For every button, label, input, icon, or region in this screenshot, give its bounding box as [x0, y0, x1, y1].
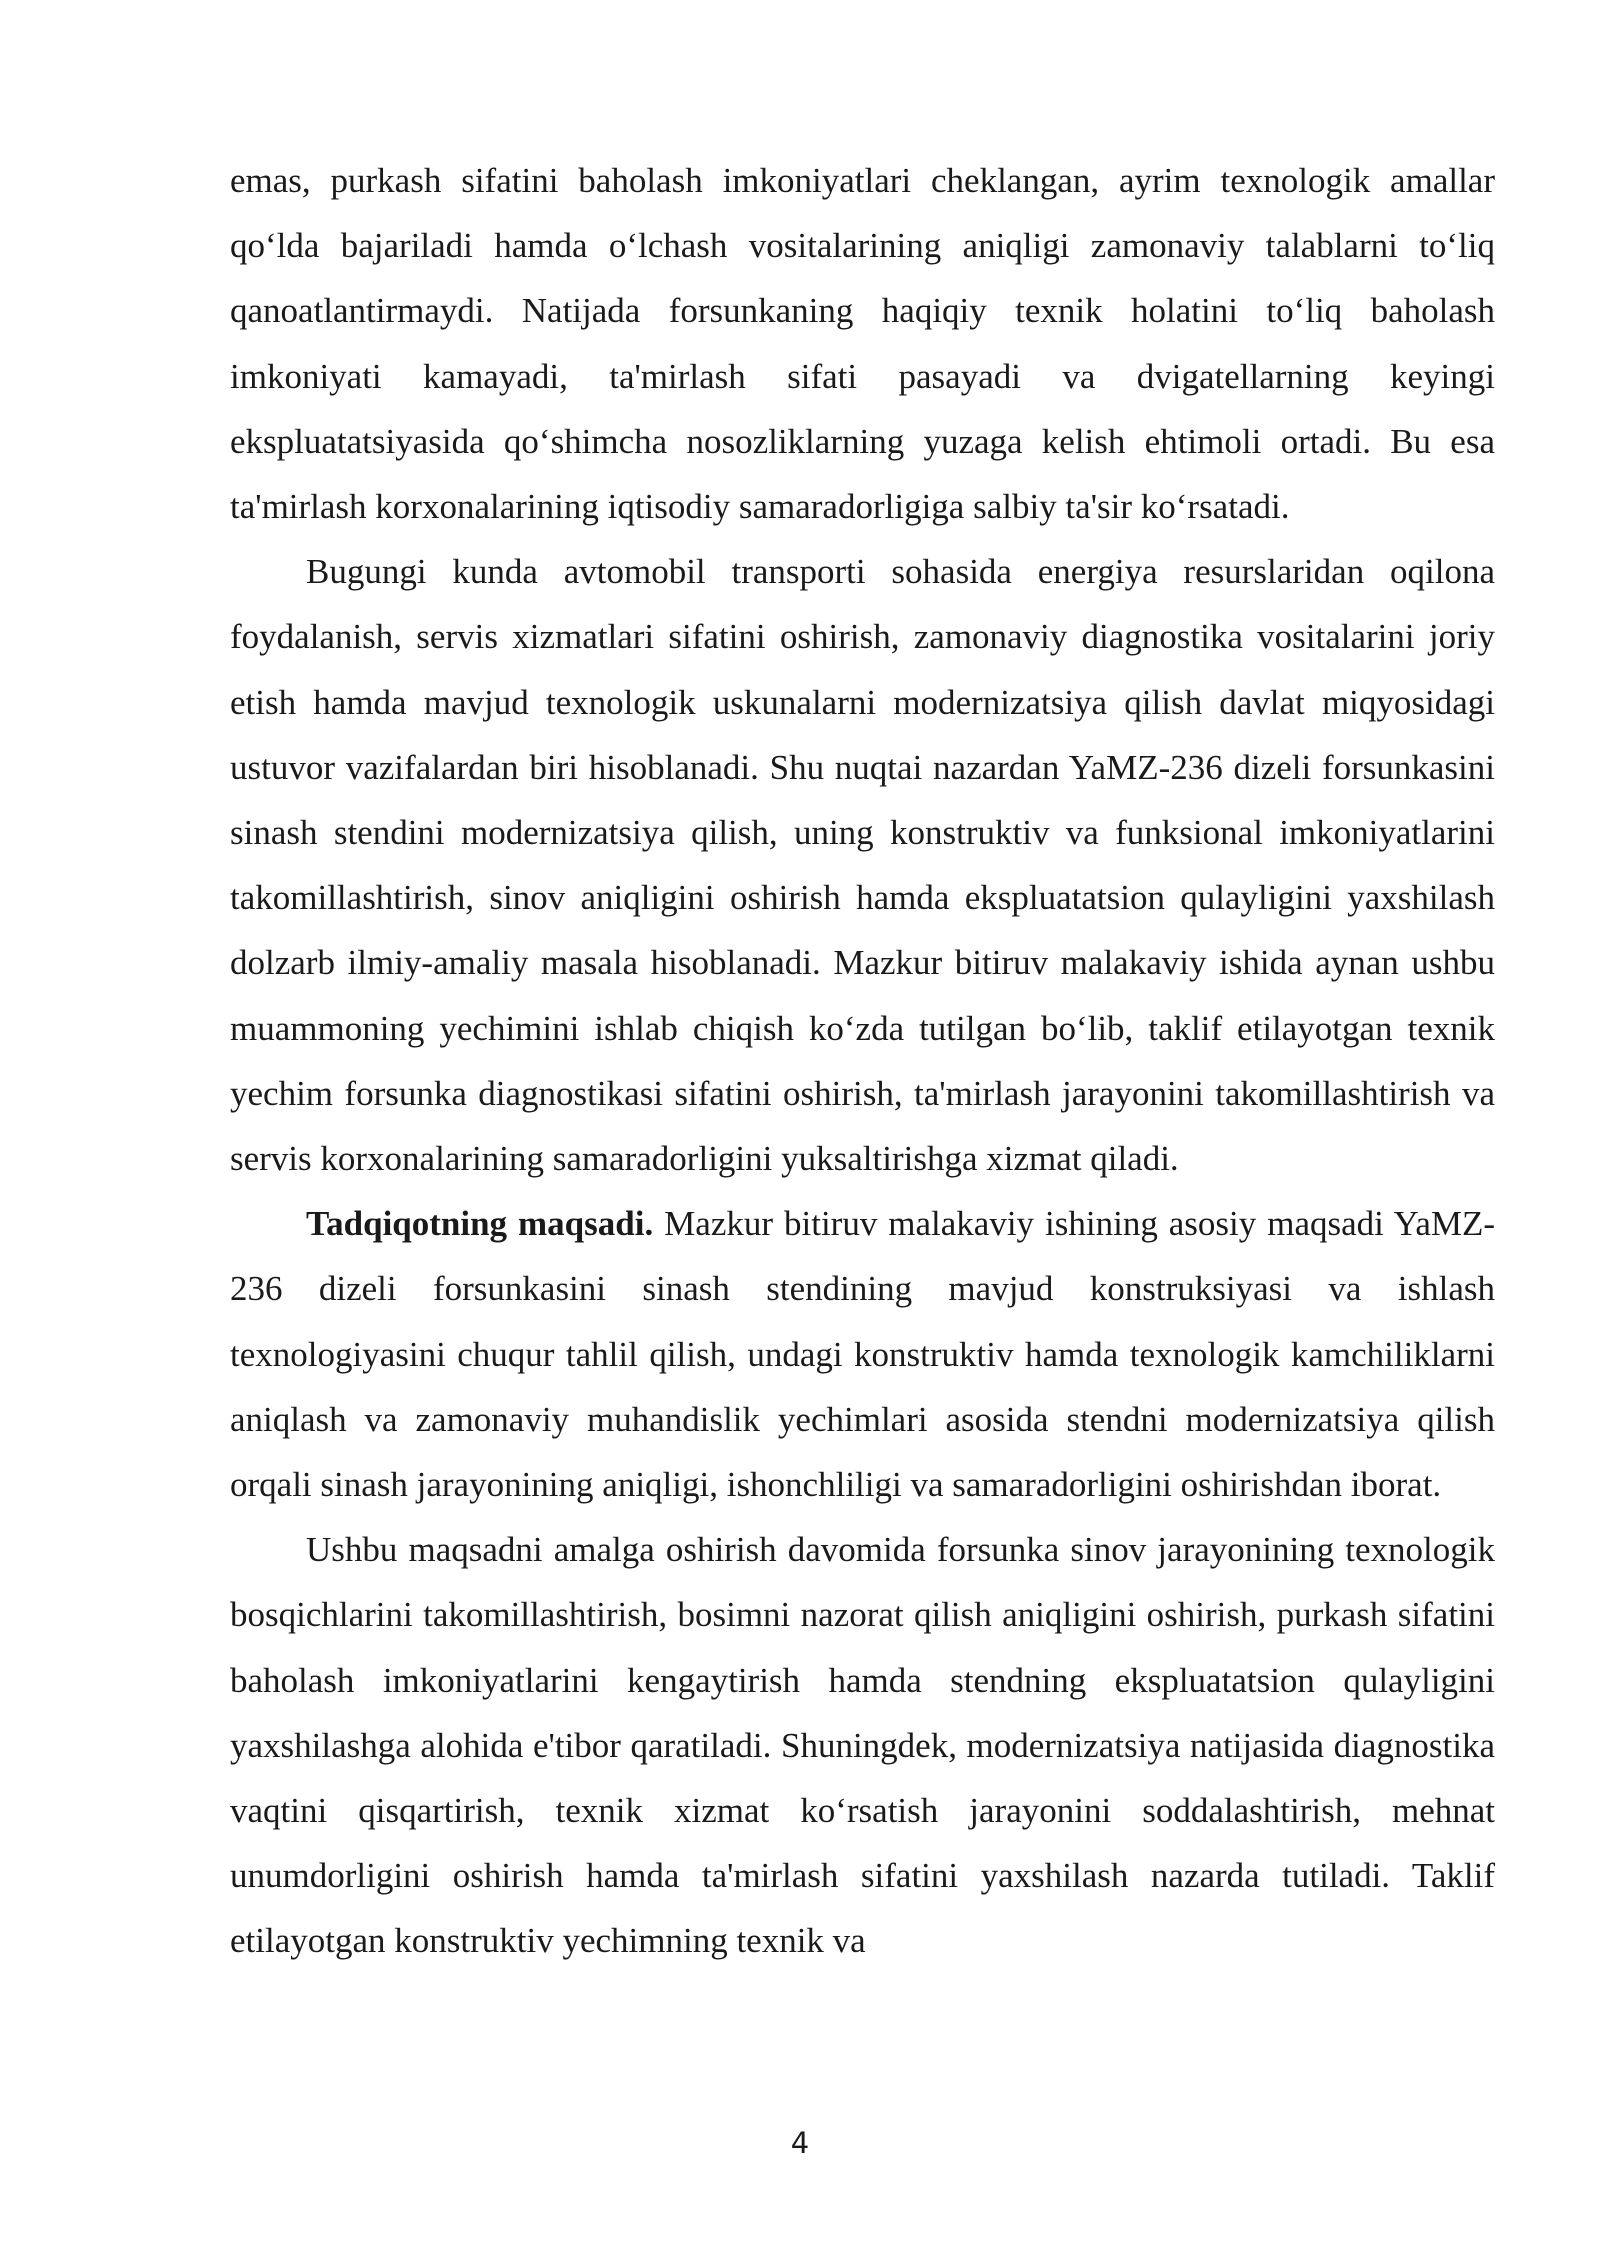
paragraph-continuation — [230, 148, 1495, 539]
paragraph-text: Ushbu maqsadni amalga oshirish davomida forsunka sinov jarayonining texnologik bosqichlarini takomillashtirish, bosimni nazorat qilish aniqligini oshirish, purkash sifatini baholash imkoniyatlarini kengaytirish hamda stendning ekspluatatsion qulayligini yaxshilashga alohida e'tibor qaratiladi. Shuningdek, modernizatsiya natijasida diagnostika vaqtini qisqartirish, texnik xizmat ko‘rsatish jarayonini soddalashtirish, mehnat unumdorligini oshirish hamda ta'mirlash sifatini yaxshilash nazarda tutiladi. Taklif etilayotgan konstruktiv yechimning texnik va — [230, 1530, 1495, 1961]
paragraph-research-goal — [230, 1191, 1495, 1517]
paragraph-goal-details — [230, 1517, 1495, 1973]
paragraph-text: Bugungi kunda avtomobil transporti sohasida energiya resurslaridan oqilona foydalanish, servis xizmatlari sifatini oshirish, zamonaviy diagnostika vositalarini joriy etish hamda mavjud texnologik uskunalarni modernizatsiya qilish davlat miqyosidagi ustuvor vazifalardan biri hisoblanadi. Shu nuqtai nazardan YaMZ-236 dizeli forsunkasini sinash stendini modernizatsiya qilish, uning konstruktiv va funksional imkoniyatlarini takomillashtirish, sinov aniqligini oshirish hamda ekspluatatsion qulayligini yaxshilash dolzarb ilmiy-amaliy masala hisoblanadi. Mazkur bitiruv malakaviy ishida aynan ushbu muammoning yechimini ishlab chiqish ko‘zda tutilgan bo‘lib, taklif etilayotgan texnik yechim forsunka diagnostikasi sifatini oshirish, ta'mirlash jarayonini takomillashtirish va servis korxonalarining samaradorligini yuksaltirishga xizmat qiladi. — [230, 552, 1495, 1179]
paragraph-text: emas, purkash sifatini baholash imkoniyatlari cheklangan, ayrim texnologik amallar qo‘lda bajariladi hamda o‘lchash vositalarining aniqligi zamonaviy talablarni to‘liq qanoatlantirmaydi. Natijada forsunkaning haqiqiy texnik holatini to‘liq baholash imkoniyati kamayadi, ta'mirlash sifati pasayadi va dvigatellarning keyingi ekspluatatsiyasida qo‘shimcha nosozliklarning yuzaga kelish ehtimoli ortadi. Bu esa ta'mirlash korxonalarining iqtisodiy samaradorligiga salbiy ta'sir ko‘rsatadi. — [230, 161, 1495, 527]
paragraph-relevance — [230, 539, 1495, 1191]
document-page — [230, 148, 1495, 1974]
page-number: 4 — [790, 2126, 810, 2160]
paragraph-text: Mazkur bitiruv malakaviy ishining asosiy maqsadi YaMZ-236 dizeli forsunkasini sinash stendining mavjud konstruksiyasi va ishlash texnologiyasini chuqur tahlil qilish, undagi konstruktiv hamda texnologik kamchiliklarni aniqlash va zamonaviy muhandislik yechimlari asosida stendni modernizatsiya qilish orqali sinash jarayonining aniqligi, ishonchliligi va samaradorligini oshirishdan iborat. — [230, 1204, 1496, 1505]
paragraph-lead-heading: Tadqiqotning maqsadi. — [306, 1204, 654, 1244]
